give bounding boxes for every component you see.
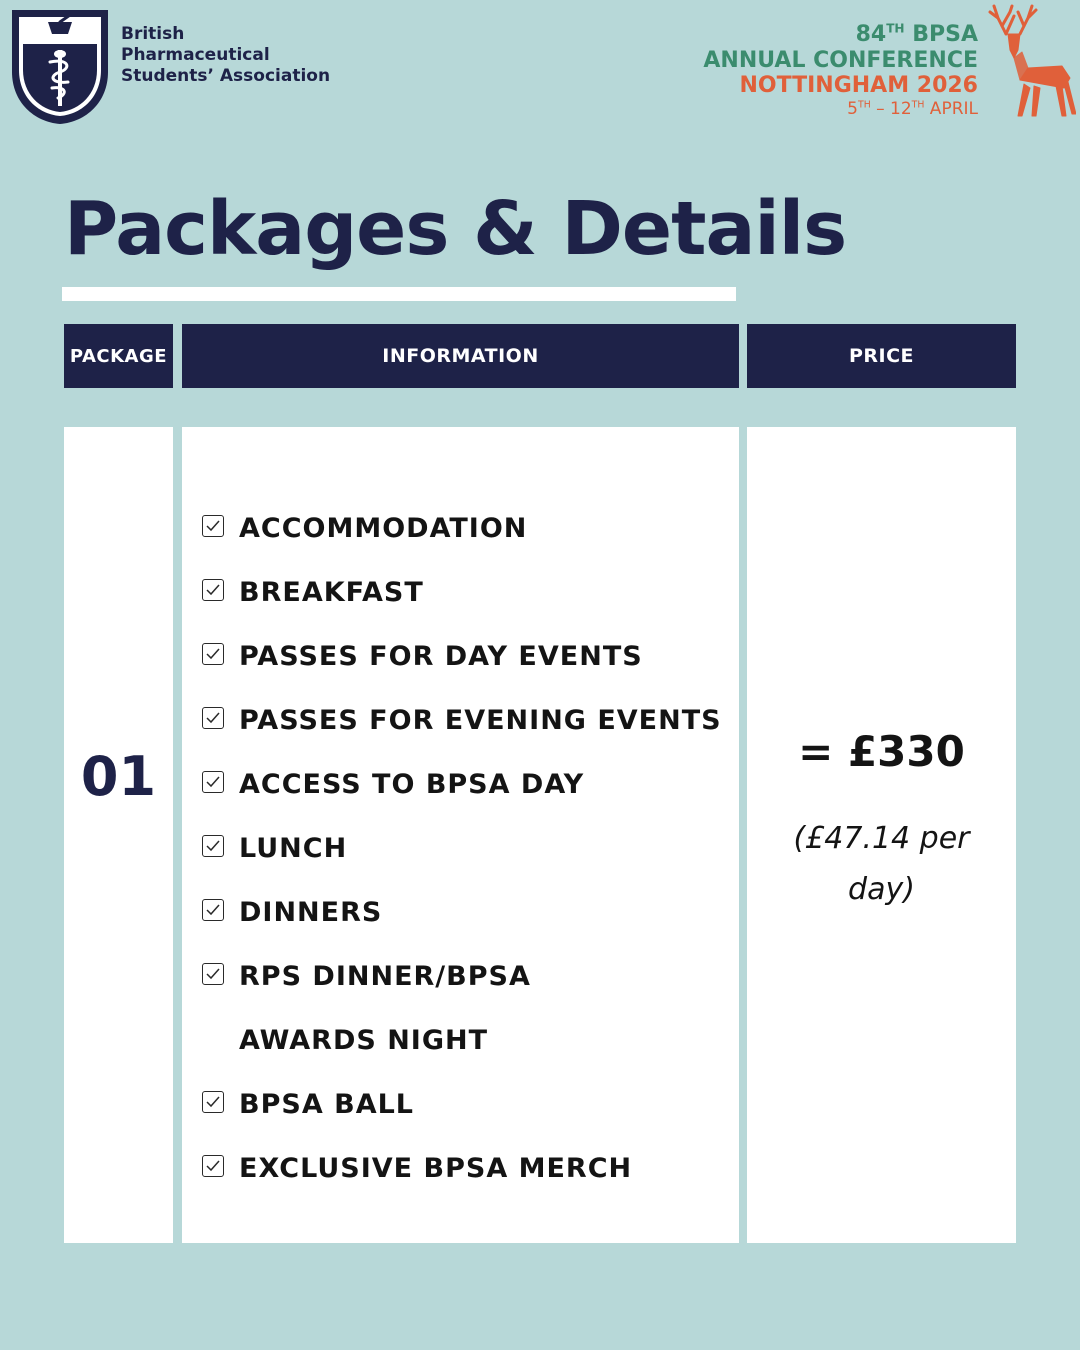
inclusions-list — [202, 497, 722, 1201]
list-item — [202, 817, 722, 881]
organization-name — [121, 24, 330, 87]
package-price: = £330 — [798, 727, 965, 776]
list-item-label: ACCOMMODATION — [239, 513, 528, 544]
org-name-line-1: British — [121, 24, 185, 44]
list-item — [202, 753, 722, 817]
list-item-label: DINNERS — [239, 897, 383, 928]
list-item — [202, 625, 722, 689]
list-item — [202, 1073, 722, 1137]
list-item-label: PASSES FOR EVENING EVENTS — [239, 705, 722, 736]
information-cell — [182, 427, 739, 1243]
list-item — [202, 1137, 722, 1201]
list-item-label: EXCLUSIVE BPSA MERCH — [239, 1153, 633, 1184]
checkbox-icon — [202, 899, 224, 921]
list-item-label: BPSA BALL — [239, 1089, 414, 1120]
bpsa-shield-logo-icon — [8, 6, 112, 128]
list-item — [202, 945, 722, 1073]
conference-location: NOTTINGHAM 2026 — [739, 73, 978, 98]
header-price: PRICE — [747, 324, 1016, 388]
page-title: Packages & Details — [64, 186, 847, 272]
header-information: INFORMATION — [182, 324, 739, 388]
list-item-label: PASSES FOR DAY EVENTS — [239, 641, 643, 672]
checkbox-icon — [202, 835, 224, 857]
checkbox-icon — [202, 707, 224, 729]
checkbox-icon — [202, 515, 224, 537]
list-item-label: LUNCH — [239, 833, 348, 864]
list-item — [202, 497, 722, 561]
checkbox-icon — [202, 579, 224, 601]
package-number: 01 — [80, 745, 157, 808]
header-package: PACKAGE — [64, 324, 173, 388]
list-item — [202, 561, 722, 625]
conference-edition: 84TH BPSA — [855, 21, 978, 47]
list-item — [202, 881, 722, 945]
checkbox-icon — [202, 1155, 224, 1177]
list-item — [202, 689, 722, 753]
org-name-line-2: Pharmaceutical — [121, 45, 270, 65]
stag-icon — [984, 4, 1076, 118]
list-item-label: RPS DINNER/BPSA AWARDS NIGHT — [239, 961, 531, 1056]
conference-dates: 5TH – 12TH APRIL — [847, 99, 978, 119]
checkbox-icon — [202, 963, 224, 985]
org-name-line-3: Students’ Association — [121, 66, 331, 86]
conference-name: ANNUAL CONFERENCE — [703, 48, 978, 73]
checkbox-icon — [202, 1091, 224, 1113]
list-item-label: BREAKFAST — [239, 577, 424, 608]
conference-badge — [703, 22, 978, 120]
checkbox-icon — [202, 643, 224, 665]
title-underline — [62, 287, 736, 301]
list-item-label: ACCESS TO BPSA DAY — [239, 769, 585, 800]
price-per-day: (£47.14 per day) — [793, 821, 970, 907]
package-cell — [64, 427, 173, 1243]
checkbox-icon — [202, 771, 224, 793]
price-cell — [747, 427, 1016, 1243]
